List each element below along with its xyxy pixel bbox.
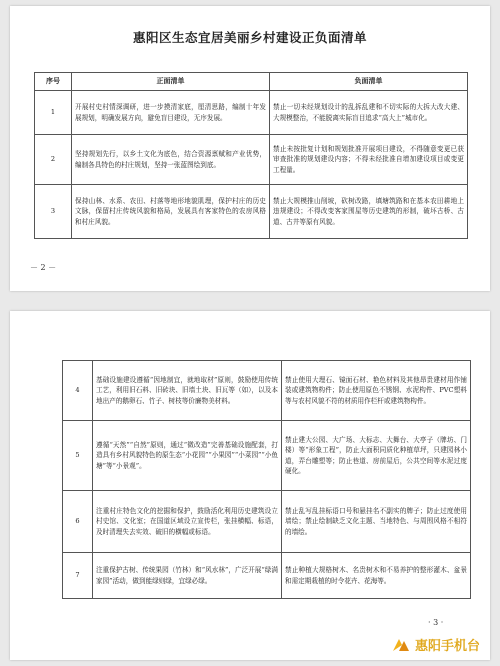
row-number: 7 — [63, 553, 93, 599]
header-positive: 正面清单 — [72, 73, 270, 91]
watermark — [391, 635, 480, 654]
table-row — [35, 135, 468, 185]
negative-cell: 禁止建大公园、大广场、大标志、大舞台、大亭子（牌坊、门楼）等“形象工程”，防止大面积同质化种植草坪，只建园林小道，弄台雕塑等；防止巷道、房前屋后，公共空间等水泥过度硬化。 — [282, 421, 471, 491]
table-header-row — [35, 73, 468, 91]
positive-cell: 注重保护古树、传统果园（竹林）和“风水林”，广泛开展“绿满家园”活动，做到能绿则绿，宜绿必绿。 — [93, 553, 282, 599]
header-negative: 负面清单 — [270, 73, 468, 91]
row-number: 1 — [35, 91, 72, 135]
header-number: 序号 — [35, 73, 72, 91]
row-number: 6 — [63, 491, 93, 553]
negative-cell: 禁止一切未经规划设计的乱拆乱建和不切实际的大拆大改大建、大规模整治，不能脱离实际盲目追求“高大上”城市化。 — [270, 91, 468, 135]
positive-cell: 注重村庄特色文化的挖掘和保护，鼓励活化利用历史建筑设立村史馆、文化室；在国道区域设立宣传栏，张挂横幅、标语，及时清理失去实效、破旧的横幅或标语。 — [93, 491, 282, 553]
document-page-2 — [10, 6, 490, 291]
positive-cell: 基础设施建设遵循“因地制宜，就地取材”原则，鼓励使用传统工艺，利用旧石料、旧砖块、旧墙土块、旧瓦等（如），以及本地出产的鹅卵石、竹子、树枝等价廉物美材料。 — [93, 361, 282, 421]
row-number: 5 — [63, 421, 93, 491]
table-row — [63, 361, 471, 421]
page-number-2: － 2 － — [30, 263, 57, 272]
page-number-3: · 3 · — [428, 618, 444, 627]
negative-cell: 禁止大规模推山削坡，砍树改路，填塘筑路和在基本农田耕地上违规建设；不得改变客家围屋等历史建筑的形制，破坏古桥、古道、古井等原有风貌。 — [270, 185, 468, 239]
positive-cell: 坚持规划先行，以乡土文化为底色，结合资源禀赋和产业优势，编制各具特色的村庄规划，坚持一张蓝图绘到底。 — [72, 135, 270, 185]
table-row — [63, 421, 471, 491]
negative-cell: 禁止未按批复计划和规划批准开展项目建设，不得随意变更已获审查批准的规划建设内容；不得未经批准自增加建设项目或变更工程量。 — [270, 135, 468, 185]
negative-cell: 禁止乱写乱挂标语口号和悬挂名不副实的牌子；防止过度使用墙绘；禁止绘制缺乏文化主题、当地特色、与周围风格不相符的墙绘。 — [282, 491, 471, 553]
row-number: 3 — [35, 185, 72, 239]
table-row — [35, 91, 468, 135]
positive-cell: 保持山林、水系、农田、村落等地形地貌肌理，保护村庄的历史文脉，保留村庄传统风貌和格局，发展具有客家特色的农房风格和村庄风貌。 — [72, 185, 270, 239]
row-number: 4 — [63, 361, 93, 421]
negative-cell: 禁止种植大规格树木、名贵树木和不易养护的整形灌木、盆景和需定期栽植的时令花卉、花海等。 — [282, 553, 471, 599]
table-row — [63, 491, 471, 553]
row-number: 2 — [35, 135, 72, 185]
table-row — [35, 185, 468, 239]
watermark-logo-icon — [391, 637, 411, 653]
document-title: 惠阳区生态宜居美丽乡村建设正负面清单 — [132, 30, 367, 45]
positive-cell: 遵循“天然”“自然”原则，通过“微改造”完善基础设施配套，打造具有乡村风貌特色的原生态“小花园”“小果园”“小菜园”“小鱼塘”等“小景观”。 — [93, 421, 282, 491]
negative-cell: 禁止使用大理石、镜面石材、艳色材料及其他昂贵建材用作铺装或建筑物构件；防止使用原色不锈钢、水泥构件、PVC塑料等与农村风貌不符的材质用作栏杆或建筑物构件。 — [282, 361, 471, 421]
watermark-text: 惠阳手机台 — [414, 639, 480, 654]
list-table-page-2 — [34, 72, 468, 239]
positive-cell: 开展村史村情深调研，进一步摸清家底，厘清思路，编制十年发展规划，明确发展方向，避免盲目建设，无序发展。 — [72, 91, 270, 135]
document-page-3 — [10, 311, 490, 660]
list-table-page-3 — [62, 360, 471, 599]
table-row — [63, 553, 471, 599]
